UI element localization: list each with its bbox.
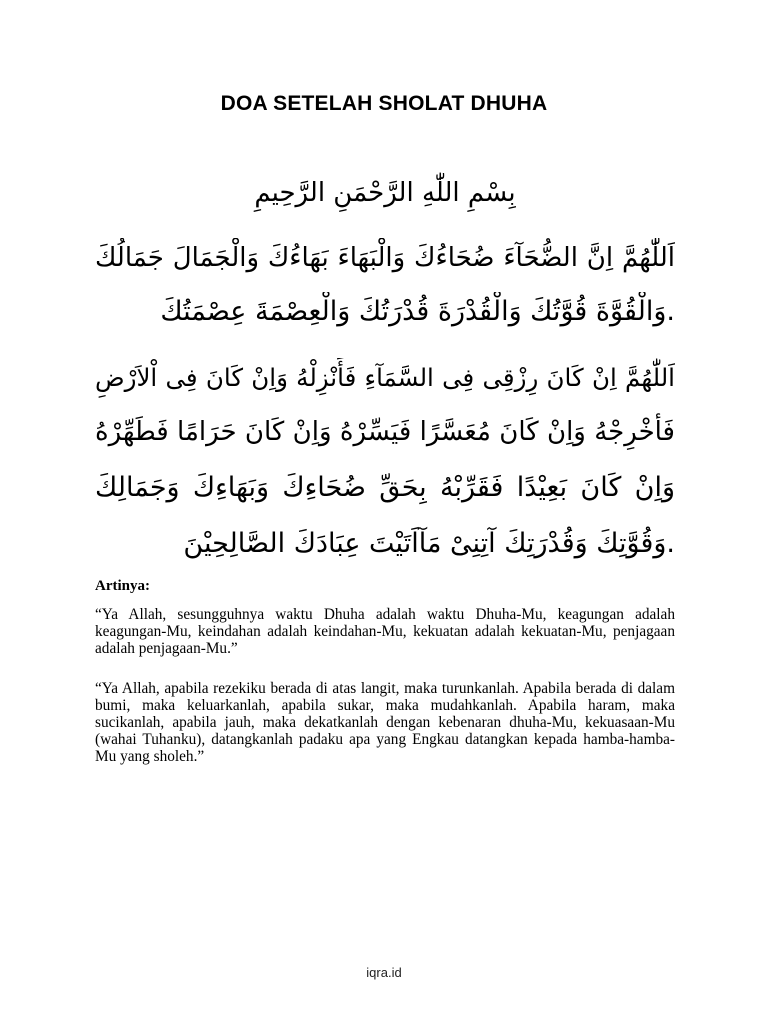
basmalah: بِسْمِ اللّٰهِ الرَّحْمَنِ الرَّحِيمِ	[254, 178, 516, 208]
footer-source: iqra.id	[366, 965, 402, 980]
arabic-line-2: .وَالْقُوَّةَ قُوَّتُكَ وَالْقُدْرَةَ قُدْرَتُكَ وَالْعِصْمَةَ عِصْمَتُكَ	[160, 296, 675, 327]
translation-paragraph-1: “Ya Allah, sesungguhnya waktu Dhuha adalah waktu Dhuha-Mu, keagungan adalah keagungan-Mu, keindahan adalah keindahan-Mu, kekuatan adalah kekuatan-Mu, penjagaan adalah penjagaan-Mu.”	[95, 606, 675, 657]
arabic-line-3: اَللّٰهُمَّ اِنْ كَانَ رِزْقِى فِى السَّمَآءِ فَأَنْزِلْهُ وَاِنْ كَانَ فِى اْلاَرْضِ	[95, 363, 675, 392]
page-title: DOA SETELAH SHOLAT DHUHA	[220, 92, 548, 115]
translation-paragraph-2: “Ya Allah, apabila rezekiku berada di atas langit, maka turunkanlah. Apabila berada di dalam bumi, maka keluarkanlah, apabila sukar, maka mudahkanlah. Apabila haram, maka sucikanlah, apabila jauh, maka dekatkanlah dengan kebenaran dhuha-Mu, kekuasaan-Mu (wahai Tuhanku), datangkanlah padaku apa yang Engkau datangkan kepada hamba-hamba-Mu yang sholeh.”	[95, 680, 675, 765]
translation-label: Artinya:	[95, 578, 150, 594]
arabic-line-4: فَأَخْرِجْهُ وَاِنْ كَانَ مُعَسَّرًا فَيَسِّرْهُ وَاِنْ كَانَ حَرَامًا فَطَهِّرْهُ	[95, 417, 675, 447]
arabic-line-5: وَاِنْ كَانَ بَعِيْدًا فَقَرِّبْهُ بِحَقِّ ضُحَاءِكَ وَبَهَاءِكَ وَجَمَالِكَ	[95, 472, 675, 503]
arabic-line-6: .وَقُوَّتِكَ وَقُدْرَتِكَ آتِنِىْ مَآاَتَيْتَ عِبَادَكَ الصَّالِحِيْنَ	[183, 528, 675, 559]
arabic-line-1: اَللّٰهُمَّ اِنَّ الضُّحَآءَ ضُحَاءُكَ وَالْبَهَاءَ بَهَاءُكَ وَالْجَمَالَ جَمَالُكَ	[95, 243, 675, 273]
